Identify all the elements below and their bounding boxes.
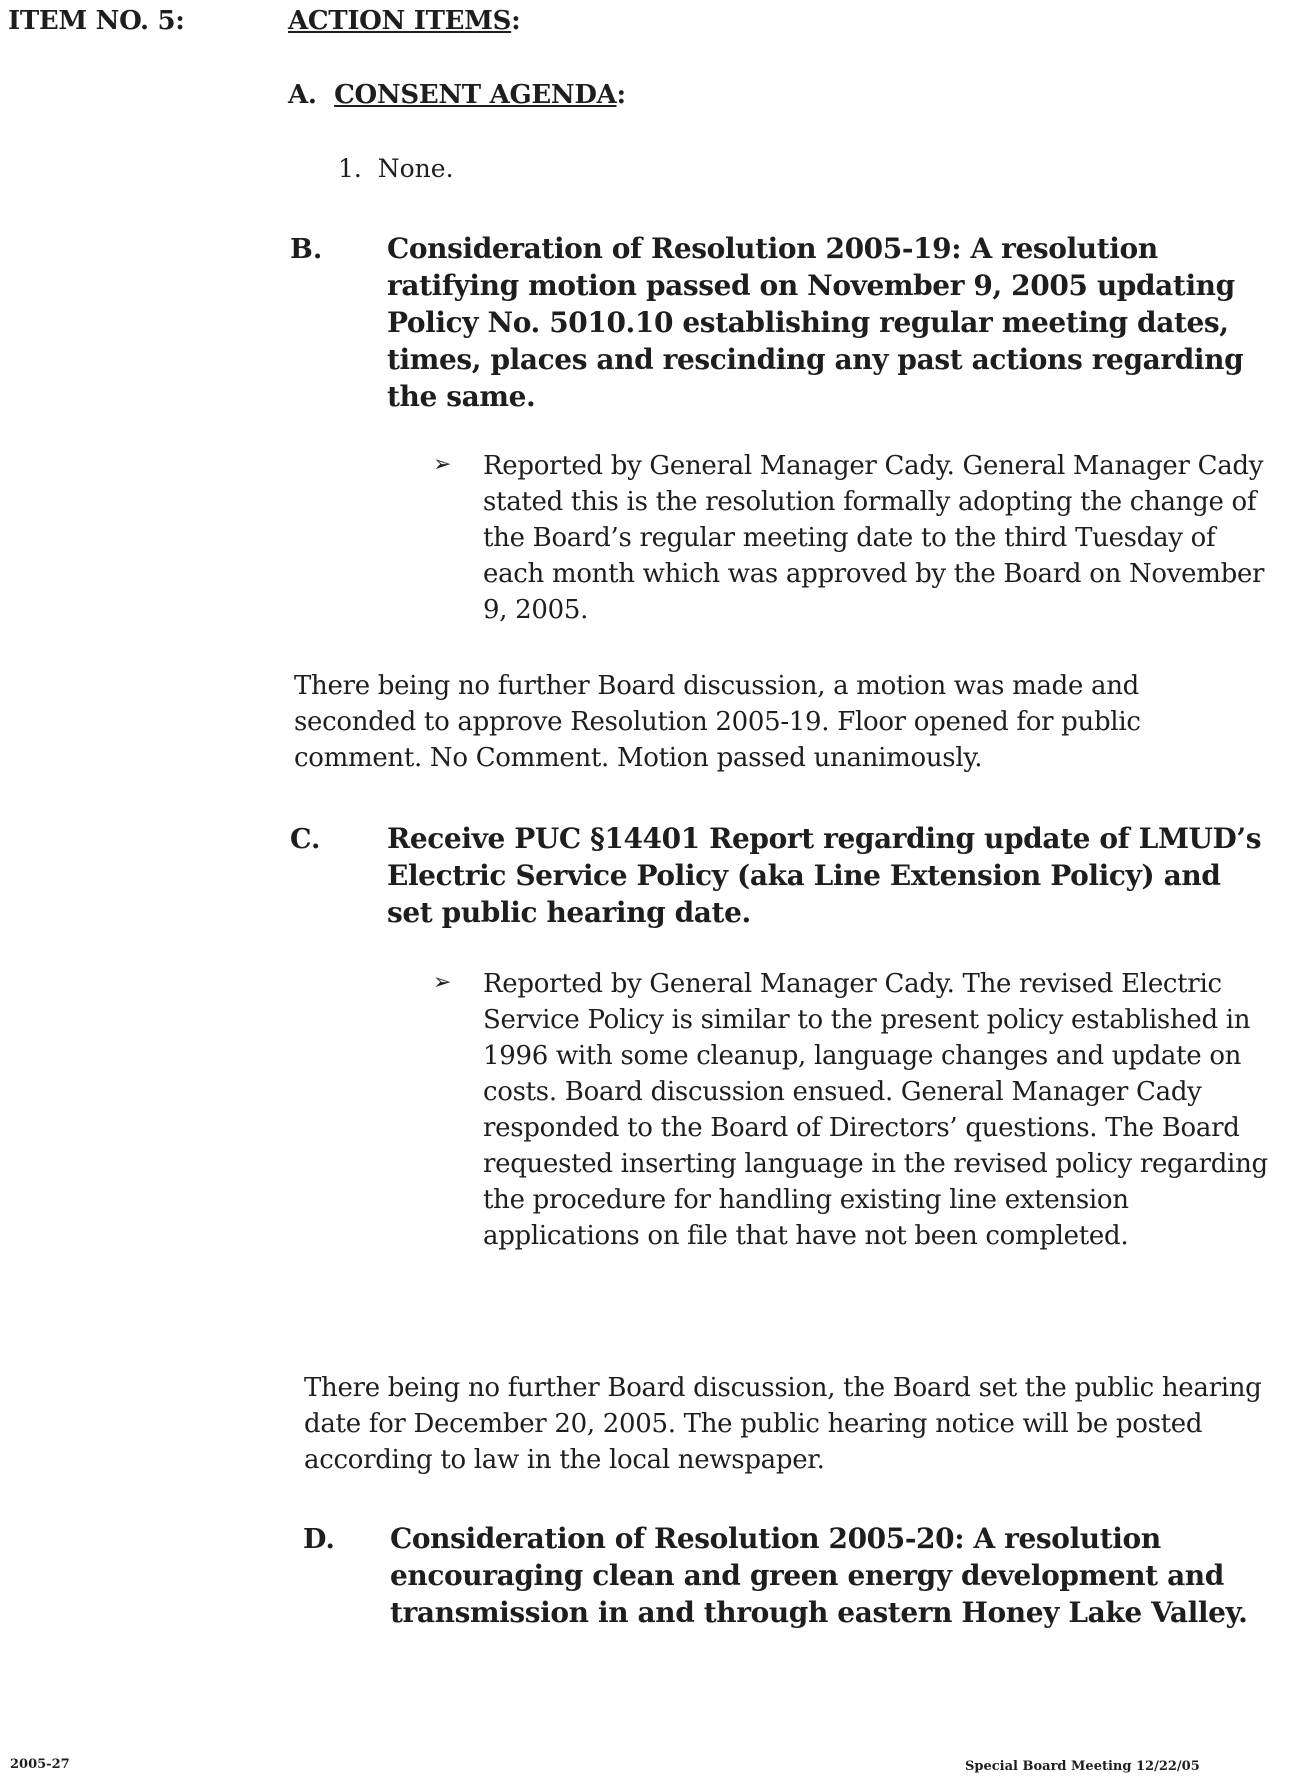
- item-title-colon: :: [511, 6, 521, 36]
- page-number: 2005-27: [10, 1757, 70, 1772]
- item-title-text: ACTION ITEMS: [288, 6, 512, 36]
- arrow-bullet-icon: ➢: [433, 970, 452, 995]
- section-heading: Consideration of Resolution 2005-20: A resolution encouraging clean and green energy development and transmission in and through eastern Honey Lake Valley.: [390, 1522, 1248, 1629]
- consent-title: CONSENT AGENDA: [334, 80, 617, 110]
- item-title: [288, 6, 520, 36]
- section-heading: Receive PUC §14401 Report regarding update of LMUD’s Electric Service Policy (aka Line Extension Policy) and set public hearing date.: [387, 822, 1262, 929]
- consent-letter: A.: [288, 80, 317, 110]
- consent-colon: :: [616, 80, 626, 110]
- arrow-bullet-icon: ➢: [433, 452, 452, 477]
- section-heading: Consideration of Resolution 2005-19: A resolution ratifying motion passed on November 9, 2005 updating Policy No. 5010.10 establishing regular meeting dates, times, places and rescinding any past actions regarding the same.: [387, 232, 1244, 413]
- report-text: Reported by General Manager Cady. General Manager Cady stated this is the resolution formally adopting the change of the Board’s regular meeting date to the third Tuesday of each month which was approved by the Board on November 9, 2005.: [483, 451, 1265, 625]
- section-b-outcome: There being no further Board discussion, a motion was made and seconded to approve Resolution 2005-19. Floor opened for public comment. No Comment. Motion passed unanimously.: [294, 671, 1141, 773]
- consent-agenda-heading: [288, 80, 626, 110]
- section-letter: D.: [303, 1524, 335, 1555]
- section-c-outcome: There being no further Board discussion, the Board set the public hearing date for December 20, 2005. The public hearing notice will be posted according to law in the local newspaper.: [304, 1373, 1262, 1475]
- section-letter: C.: [290, 824, 321, 855]
- section-letter: B.: [290, 234, 323, 265]
- item-number-label: ITEM NO. 5:: [8, 6, 185, 36]
- consent-item: 1. None.: [338, 154, 454, 183]
- meeting-footer: Special Board Meeting 12/22/05: [965, 1759, 1200, 1774]
- report-text: Reported by General Manager Cady. The revised Electric Service Policy is similar to the present policy established in 1996 with some cleanup, language changes and update on costs. Board discussion ensued. General Manager Cady responded to the Board of Directors’ questions. The Board requested inserting language in the revised policy regarding the procedure for handling existing line extension applications on file that have not been completed.: [483, 969, 1268, 1251]
